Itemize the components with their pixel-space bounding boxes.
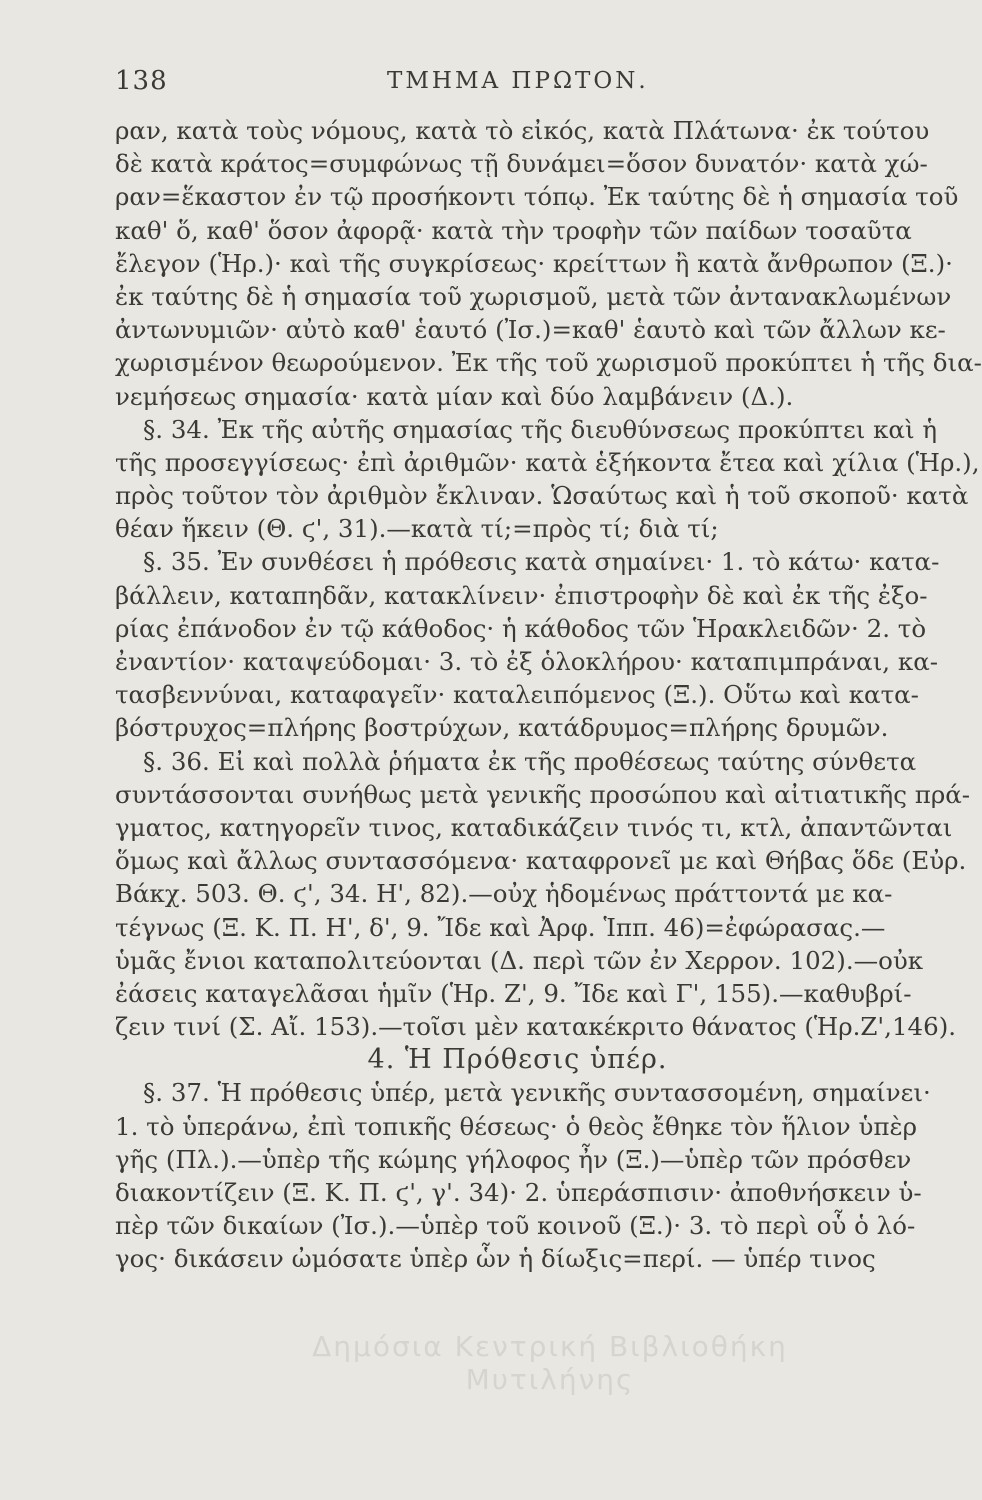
text-line: Βάκχ. 503. Θ. ϛ', 34. Η', 82).—οὐχ ἡδομένως πράττοντά με κα- xyxy=(115,879,893,909)
text-line: ὑμᾶς ἔνιοι καταπολιτεύονται (Δ. περὶ τῶν ἐν Χερρον. 102).—οὐκ xyxy=(115,945,924,975)
body-text xyxy=(115,114,982,1276)
text-line: νεμήσεως σημασία· κατὰ μίαν καὶ δύο λαμβάνειν (Δ.). xyxy=(115,381,794,411)
section-heading: 4. Ἡ Πρόθεσις ὑπέρ. xyxy=(367,1044,668,1076)
text-line: τασβεννύναι, καταφαγεῖν· καταλειπόμενος (Ξ.). Οὕτω καὶ κατα- xyxy=(115,680,919,710)
text-line: ἔλεγον (Ἡρ.)· καὶ τῆς συγκρίσεως· κρείττων ἢ κατὰ ἄνθρωπον (Ξ.)· xyxy=(115,248,953,278)
section-37-start: §. 37. Ἡ πρόθεσις ὑπέρ, μετὰ γενικῆς συντασσομένη, σημαίνει· xyxy=(143,1078,931,1108)
library-watermark: Δημόσια Κεντρική Βιβλιοθήκη Μυτιλήνης xyxy=(312,1330,788,1396)
text-line: γῆς (Πλ.).—ὑπὲρ τῆς κώμης γήλοφος ἦν (Ξ.)—ὑπὲρ τῶν πρόσθεν xyxy=(115,1144,912,1174)
text-line: τέγνως (Ξ. Κ. Π. Η', δ', 9. Ἴδε καὶ Ἀρφ. Ἱππ. 46)=ἐφώρασας.— xyxy=(115,912,886,942)
text-line: ρίας ἐπάνοδον ἐν τῷ κάθοδος· ἡ κάθοδος τῶν Ἡρακλειδῶν· 2. τὸ xyxy=(115,613,927,643)
text-line: τῆς προσεγγίσεως· ἐπὶ ἀριθμῶν· κατὰ ἑξήκοντα ἔτεα καὶ χίλια (Ἡρ.), xyxy=(115,447,980,477)
text-line: διακοντίζειν (Ξ. Κ. Π. ϛ', γ'. 34)· 2. ὑπεράσπισιν· ἀποθνήσκειν ὑ- xyxy=(115,1178,922,1207)
text-line: βάλλειν, καταπηδᾶν, κατακλίνειν· ἐπιστροφὴν δὲ καὶ ἐκ τῆς ἐξο- xyxy=(115,580,928,610)
section-34-start: §. 34. Ἐκ τῆς αὐτῆς σημασίας τῆς διευθύνσεως προκύπτει καὶ ἡ xyxy=(143,414,938,444)
text-line: δὲ κατὰ κράτος=συμφώνως τῇ δυνάμει=ὅσον δυνατόν· κατὰ χώ- xyxy=(115,149,928,179)
text-line: 1. τὸ ὑπεράνω, ἐπὶ τοπικῆς θέσεως· ὁ θεὸς ἔθηκε τὸν ἥλιον ὑπὲρ xyxy=(115,1111,918,1141)
text-line: ζειν τινί (Σ. Αἴ. 153).—τοῖσι μὲν κατακέκριτο θάνατος (Ἡρ.Ζ',146). xyxy=(115,1012,957,1042)
text-line: ἐναντίον· καταψεύδομαι· 3. τὸ ἐξ ὁλοκλήρου· καταπιμπράναι, κα- xyxy=(115,647,939,676)
section-36-start: §. 36. Εἰ καὶ πολλὰ ῥήματα ἐκ τῆς προθέσεως ταύτης σύνθετα xyxy=(143,746,917,776)
text-line: ραν=ἕκαστον ἐν τῷ προσήκοντι τόπῳ. Ἐκ ταύτης δὲ ἡ σημασία τοῦ xyxy=(115,182,959,212)
page-header xyxy=(115,66,875,106)
text-line: συντάσσονται συνήθως μετὰ γενικῆς προσώπου καὶ αἰτιατικῆς πρά- xyxy=(115,779,971,809)
text-line: χωρισμένον θεωρούμενον. Ἐκ τῆς τοῦ χωρισμοῦ προκύπτει ἡ τῆς δια- xyxy=(115,348,982,378)
section-35-start: §. 35. Ἐν συνθέσει ἡ πρόθεσις κατὰ σημαίνει· 1. τὸ κάτω· κατα- xyxy=(143,547,940,577)
text-line: βόστρυχος=πλήρης βοστρύχων, κατάδρυμος=πλήρης δρυμῶν. xyxy=(115,713,889,743)
running-head: ΤΜΗΜΑ ΠΡΩΤΟΝ. xyxy=(387,68,649,94)
text-line: γος· δικάσειν ὠμόσατε ὑπὲρ ὧν ἡ δίωξις=περί. — ὑπέρ τινος xyxy=(115,1244,876,1274)
page-number: 138 xyxy=(115,66,168,96)
text-line: πὲρ τῶν δικαίων (Ἰσ.).—ὑπὲρ τοῦ κοινοῦ (Ξ.)· 3. τὸ περὶ οὗ ὁ λό- xyxy=(115,1211,916,1241)
text-line: ὅμως καὶ ἄλλως συντασσόμενα· καταφρονεῖ με καὶ Θήβας ὅδε (Εὐρ. xyxy=(115,846,967,876)
text-line: ραν, κατὰ τοὺς νόμους, κατὰ τὸ εἰκός, κατὰ Πλάτωνα· ἐκ τούτου xyxy=(115,116,930,145)
text-line: ἐάσεις καταγελᾶσαι ἡμῖν (Ἡρ. Ζ', 9. Ἴδε καὶ Γ', 155).—καθυβρί- xyxy=(115,978,912,1008)
text-line: ἀντωνυμιῶν· αὐτὸ καθ' ἑαυτό (Ἰσ.)=καθ' ἑαυτὸ καὶ τῶν ἄλλων κε- xyxy=(115,315,946,345)
text-line: ἐκ ταύτης δὲ ἡ σημασία τοῦ χωρισμοῦ, μετὰ τῶν ἀντανακλωμένων xyxy=(115,281,952,311)
text-line: καθ' ὅ, καθ' ὅσον ἀφορᾷ· κατὰ τὴν τροφὴν τῶν παίδων τοσαῦτα xyxy=(115,215,912,245)
text-line: θέαν ἥκειν (Θ. ϛ', 31).—κατὰ τί;=πρὸς τί; διὰ τί; xyxy=(115,514,719,544)
text-line: πρὸς τοῦτον τὸν ἀριθμὸν ἔκλιναν. Ὡσαύτως καὶ ἡ τοῦ σκοποῦ· κατὰ xyxy=(115,481,969,511)
text-line: γματος, κατηγορεῖν τινος, καταδικάζειν τινός τι, κτλ, ἀπαντῶνται xyxy=(115,812,953,842)
